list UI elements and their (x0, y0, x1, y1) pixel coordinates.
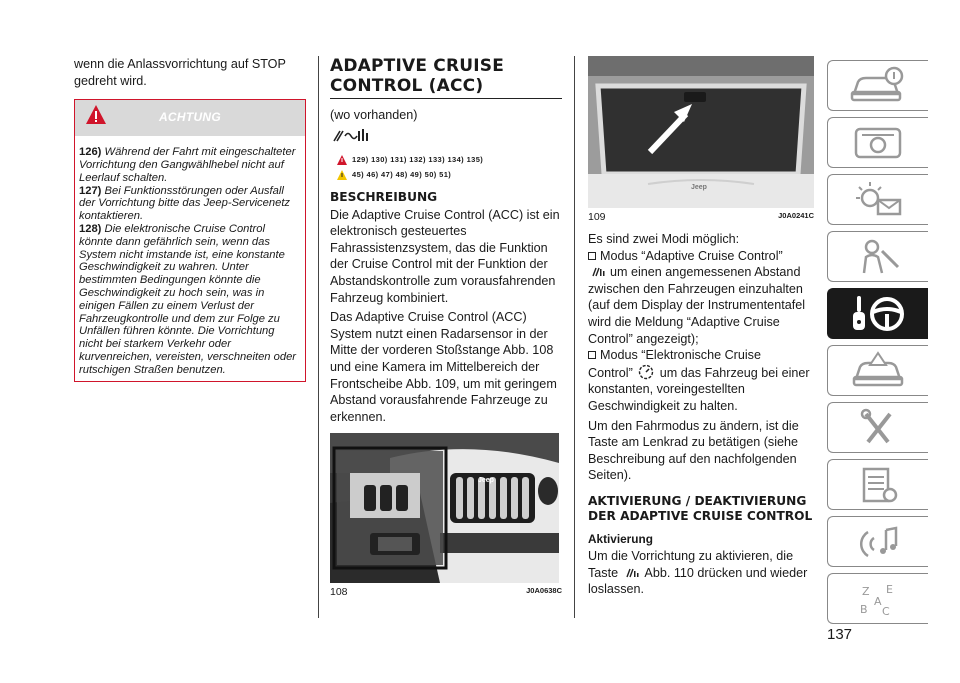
chapter-sidebar (827, 60, 928, 630)
tab-lights-warnings[interactable] (827, 174, 928, 225)
warning-box (74, 99, 306, 381)
section-heading: AKTIVIERUNG / DEAKTIVIERUNG DER ADAPTIVE CRUISE CONTROL (588, 493, 813, 523)
jeep-badge: Jeep (691, 184, 707, 191)
warning-item: 127) Bei Funktionsstörungen oder Ausfall der Vorrichtung bitte das Jeep-Servicenetz kontaktieren. (79, 184, 291, 223)
warning-references: 129) 130) 131) 132) 133) 134) 135) (337, 155, 562, 165)
column-divider (574, 56, 575, 618)
figure-number: 108 (330, 586, 348, 599)
figure-code: J0A0638C (526, 586, 562, 596)
warning-title: ACHTUNG (158, 110, 222, 125)
sub-heading: Aktivierung (588, 531, 653, 546)
paragraph: Das Adaptive Cruise Control (ACC) System nutzt einen Radarsensor in der Mitte der vorderen Stoßstange Abb. 108 und eine Kamera im Mittelbereich der Frontscheibe Abb. 109, um mit geringem Abstand vorausfahrende Fahrzeuge zu erkennen. (330, 310, 557, 424)
tab-vehicle-knowledge[interactable] (827, 117, 928, 168)
section-heading: BESCHREIBUNG (330, 189, 438, 204)
tools-icon (848, 408, 908, 448)
figure-number: 109 (588, 211, 606, 223)
figure-code: J0A0241C (778, 211, 814, 220)
data-sheet-icon (848, 465, 908, 505)
key-steering-wheel-icon (843, 292, 913, 336)
tab-multimedia[interactable] (827, 516, 928, 567)
list-item-text: Control” um das Fahrzeug bei einer konstanten, voreingestellten Geschwindigkeit zu halten. (588, 365, 810, 413)
list-item-text: um einen angemessenen Abstand zwischen den Fahrzeugen einzuhalten (auf dem Display der Instrumententafel wird die Meldung “Adaptive Cruise Control” angezeigt); (588, 265, 805, 346)
svg-text:B: B (860, 602, 868, 616)
list-item: Modus “Adaptive Cruise Control” (588, 248, 814, 265)
figure-windshield-camera (588, 56, 814, 208)
caution-references: 45) 46) 47) 48) 49) 50) 51) (337, 170, 562, 180)
tab-emergency[interactable] (827, 345, 928, 396)
paragraph: Um den Fahrmodus zu ändern, ist die Taste am Lenkrad zu betätigen (siehe Beschreibung auf den nachfolgenden Seiten). (588, 418, 799, 483)
warning-item: 128) Die elektronische Cruise Control könnte dann gefährlich sein, wenn das System nicht imstande ist, eine konstante Geschwindigkeit zu wahren. Unter bestimmten Bedingungen könnte die Geschwindigkeit zu hoch sein, was in einigen Fällen zu einem Verlust der Fahrzeugkontrolle und dem zur Folge zu Unfällen führen könnte. Die Vorrichtung nicht bei starkem Verkehr oder kurvenreichen, vereisten, verschneiten oder rutschigen Straßen benutzen. (79, 222, 297, 376)
figure-caption (588, 211, 814, 223)
column-divider (318, 56, 319, 618)
modes-intro: Es sind zwei Modi möglich: (588, 232, 740, 246)
warning-body (75, 136, 305, 380)
paragraph: Die Adaptive Cruise Control (ACC) ist ein elektronisch gesteuertes Fahrassistenzsystem, das die Funktion der Cruise Control mit der Funktion der Abstandskontrolle zum vorausfahrenden Fahrzeug kombiniert. (330, 207, 560, 305)
title-rule (330, 98, 562, 99)
list-item: Modus “Elektronische Cruise (588, 347, 814, 364)
car-emergency-icon (848, 351, 908, 391)
column-middle (330, 56, 562, 598)
speedometer-icon (638, 364, 654, 380)
column-left (74, 56, 306, 382)
figure-caption (330, 586, 562, 598)
section-title: ADAPTIVE CRUISE CONTROL (ACC) (330, 56, 505, 96)
tab-safety[interactable] (827, 231, 928, 282)
page-number: 137 (827, 626, 853, 643)
car-interior-icon (848, 123, 908, 163)
acc-distance-icon (590, 266, 606, 278)
svg-text:Z: Z (862, 584, 870, 598)
car-info-icon (848, 66, 908, 106)
column-right (588, 56, 814, 598)
figure-front-bumper (330, 433, 559, 583)
acc-symbol-icon (332, 127, 368, 145)
caution-triangle-icon (337, 170, 347, 180)
checkbox-bullet-icon (588, 252, 596, 260)
availability-note: (wo vorhanden) (330, 108, 418, 122)
seat-safety-icon (848, 237, 908, 277)
warning-item: 126) Während der Fahrt mit eingeschalteter Vorrichtung den Gangwählhebel nicht auf Leerlauf schalten. (79, 146, 296, 184)
svg-text:C: C (882, 604, 890, 618)
svg-text:E: E (886, 582, 893, 596)
warning-triangle-icon (337, 155, 347, 165)
checkbox-bullet-icon (588, 351, 596, 359)
warning-light-icon (848, 180, 908, 220)
tab-starting-driving[interactable] (827, 288, 928, 339)
tab-dashboard-info[interactable] (827, 60, 928, 111)
intro-text: wenn die Anlassvorrichtung auf STOP gedreht wird. (74, 57, 286, 88)
tab-technical-data[interactable] (827, 459, 928, 510)
front-bumper-illustration (330, 433, 559, 583)
tab-maintenance[interactable] (827, 402, 928, 453)
svg-text:A: A (874, 594, 882, 608)
paragraph: Um die Vorrichtung zu aktivieren, die Taste Abb. 110 drücken und wieder loslassen. (588, 548, 808, 597)
warning-header (75, 100, 305, 136)
multimedia-icon (848, 522, 908, 562)
alphabet-index-icon (848, 579, 908, 619)
jeep-badge: Jeep (478, 477, 494, 485)
tab-index[interactable] (827, 573, 928, 624)
acc-button-icon (625, 567, 639, 579)
